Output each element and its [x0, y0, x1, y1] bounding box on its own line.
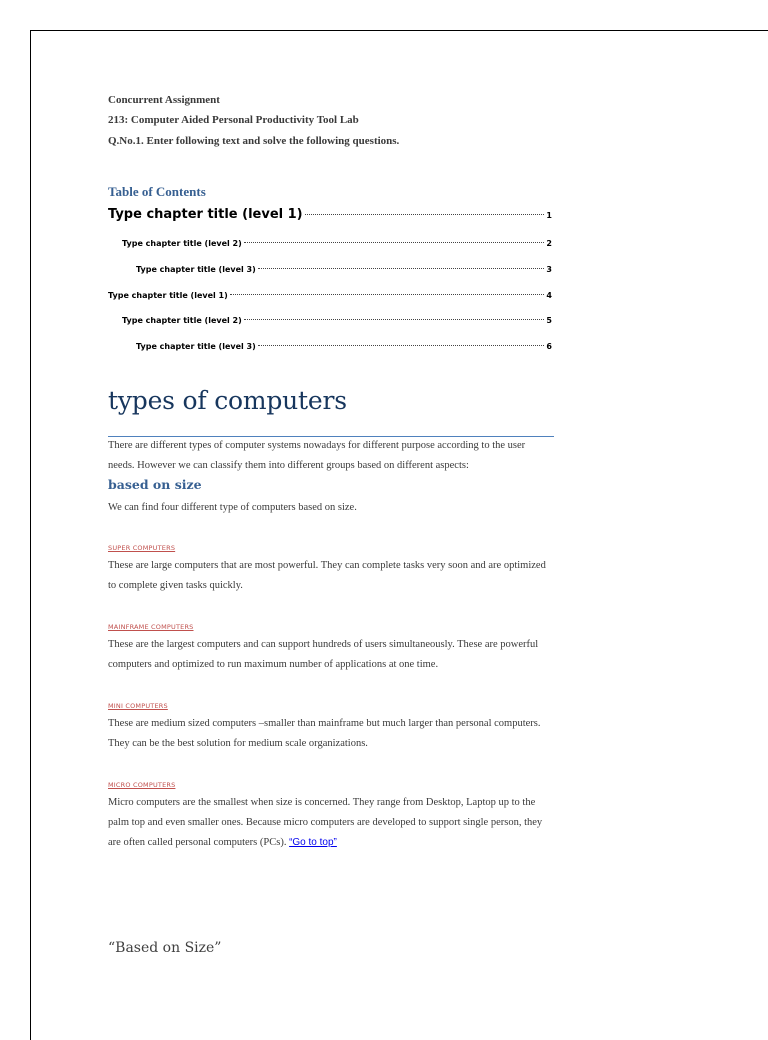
toc-entry-label: Type chapter title (level 3): [136, 342, 256, 351]
toc-entry-label: Type chapter title (level 1): [108, 207, 303, 222]
toc-leader: [244, 242, 545, 243]
toc-leader: [244, 319, 545, 320]
intro-paragraph: There are different types of computer systems nowadays for different purpose according to the user needs. However we can classify them into different groups based on different aspects:: [108, 440, 526, 471]
size-intro-paragraph: We can find four different type of computers based on size.: [108, 502, 357, 513]
micro-computers-text: Micro computers are the smallest when size is concerned. They range from Desktop, Laptop up to the palm top and even smaller ones. Because micro computers are developed to support single person, they are often called personal computers (PCs).: [108, 797, 543, 848]
toc-entry-label: Type chapter title (level 3): [136, 265, 256, 274]
go-to-top-link[interactable]: “Go to top”: [289, 837, 337, 848]
assignment-title: Concurrent Assignment: [108, 94, 220, 106]
toc-leader: [258, 268, 545, 269]
toc-title: Table of Contents: [108, 184, 206, 199]
toc-entry[interactable]: [136, 265, 552, 274]
question-text: Q.No.1. Enter following text and solve the following questions.: [108, 135, 400, 147]
toc-page-number: 6: [546, 342, 552, 351]
toc-leader: [258, 345, 545, 346]
toc-entry[interactable]: [122, 316, 552, 325]
toc-page-number: 4: [546, 291, 552, 300]
toc-page-number: 5: [546, 316, 552, 325]
page-border: [30, 30, 768, 1040]
mainframe-computers-paragraph: These are the largest computers and can support hundreds of users simultaneously. These are powerful computers and optimized to run maximum number of applications at one time.: [108, 639, 539, 670]
subheading-micro-computers: MICRO COMPUTERS: [108, 781, 176, 789]
toc-page-number: 1: [546, 211, 552, 220]
toc-leader: [305, 214, 545, 215]
course-title: 213: Computer Aided Personal Productivity Tool Lab: [108, 114, 359, 126]
toc-entry-label: Type chapter title (level 2): [122, 239, 242, 248]
subheading-mini-computers: MINI COMPUTERS: [108, 702, 168, 710]
toc-page-number: 3: [546, 265, 552, 274]
heading-based-on-size: based on size: [108, 477, 202, 492]
toc-entry[interactable]: [108, 291, 552, 300]
toc-entry-label: Type chapter title (level 1): [108, 291, 228, 300]
heading-types-of-computers: types of computers: [108, 386, 347, 415]
subheading-mainframe-computers: MAINFRAME COMPUTERS: [108, 623, 194, 631]
mini-computers-paragraph: These are medium sized computers –smaller than mainframe but much larger than personal computers. They can be the best solution for medium scale organizations.: [108, 718, 541, 749]
toc-entry[interactable]: [122, 239, 552, 248]
toc-entry-label: Type chapter title (level 2): [122, 316, 242, 325]
super-computers-paragraph: These are large computers that are most powerful. They can complete tasks very soon and are optimized to complete given tasks quickly.: [108, 560, 546, 591]
toc-entry[interactable]: [108, 207, 552, 222]
toc-entry[interactable]: [136, 342, 552, 351]
caption-based-on-size: “Based on Size”: [108, 940, 222, 956]
micro-computers-paragraph: [108, 793, 548, 853]
toc-page-number: 2: [546, 239, 552, 248]
toc-leader: [230, 294, 545, 295]
subheading-super-computers: SUPER COMPUTERS: [108, 544, 176, 552]
